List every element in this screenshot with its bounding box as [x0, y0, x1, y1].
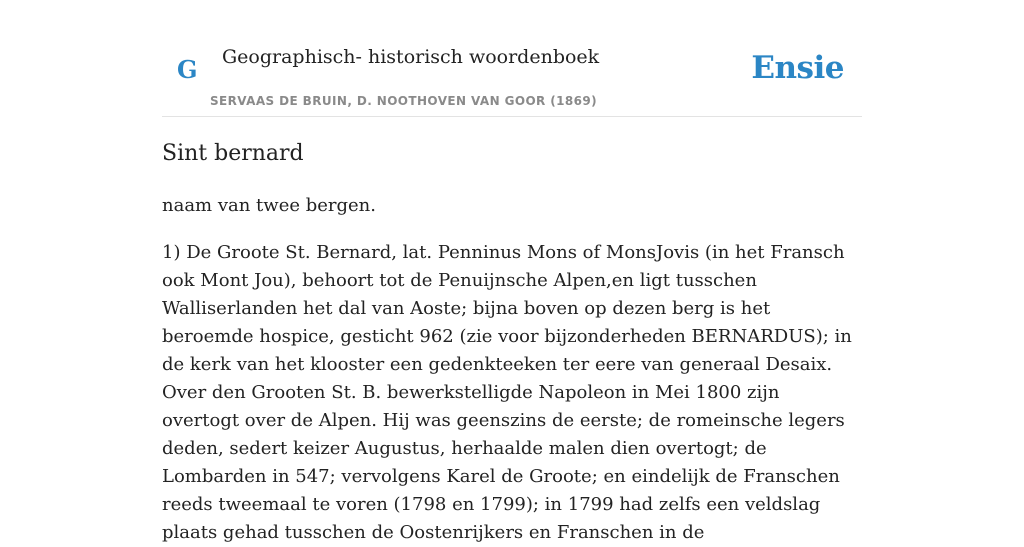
- book-author: SERVAAS DE BRUIN, D. NOOTHOVEN VAN GOOR (1869): [210, 94, 598, 108]
- entry-paragraph: naam van twee bergen.: [162, 195, 376, 216]
- ensie-logo[interactable]: Ensie: [751, 50, 844, 86]
- entry-article: [162, 138, 862, 547]
- book-header: [162, 0, 862, 117]
- book-title[interactable]: Geographisch- historisch woordenboek: [222, 46, 600, 68]
- entry-title: Sint bernard: [162, 141, 304, 166]
- entry-paragraph: 1) De Groote St. Bernard, lat. Penninus Mons of MonsJovis (in het Fransch ook Mont Jou), behoort tot de Penuijnsche Alpen,en ligt tusschen Walliserlanden het dal van Aoste; bijna boven op dezen berg is het beroemde hospice, gesticht 962 (zie voor bijzonderheden BERNARDUS); in de kerk van het klooster een gedenkteeken ter eere van generaal Desaix. Over den Grooten St. B. bewerkstelligde Napoleon in Mei 1800 zijn overtogt over de Alpen. Hij was geenszins de eerste; de romeinsche legers deden, sedert keizer Augustus, herhaalde malen dien overtogt; de Lombarden in 547; vervolgens Karel de Groote; en eindelijk de Franschen reeds tweemaal te voren (1798 en 1799); in 1799 had zelfs een veldslag plaats gehad tusschen de Oostenrijkers en Franschen in de: [162, 242, 852, 543]
- book-letter-icon[interactable]: G: [177, 55, 198, 84]
